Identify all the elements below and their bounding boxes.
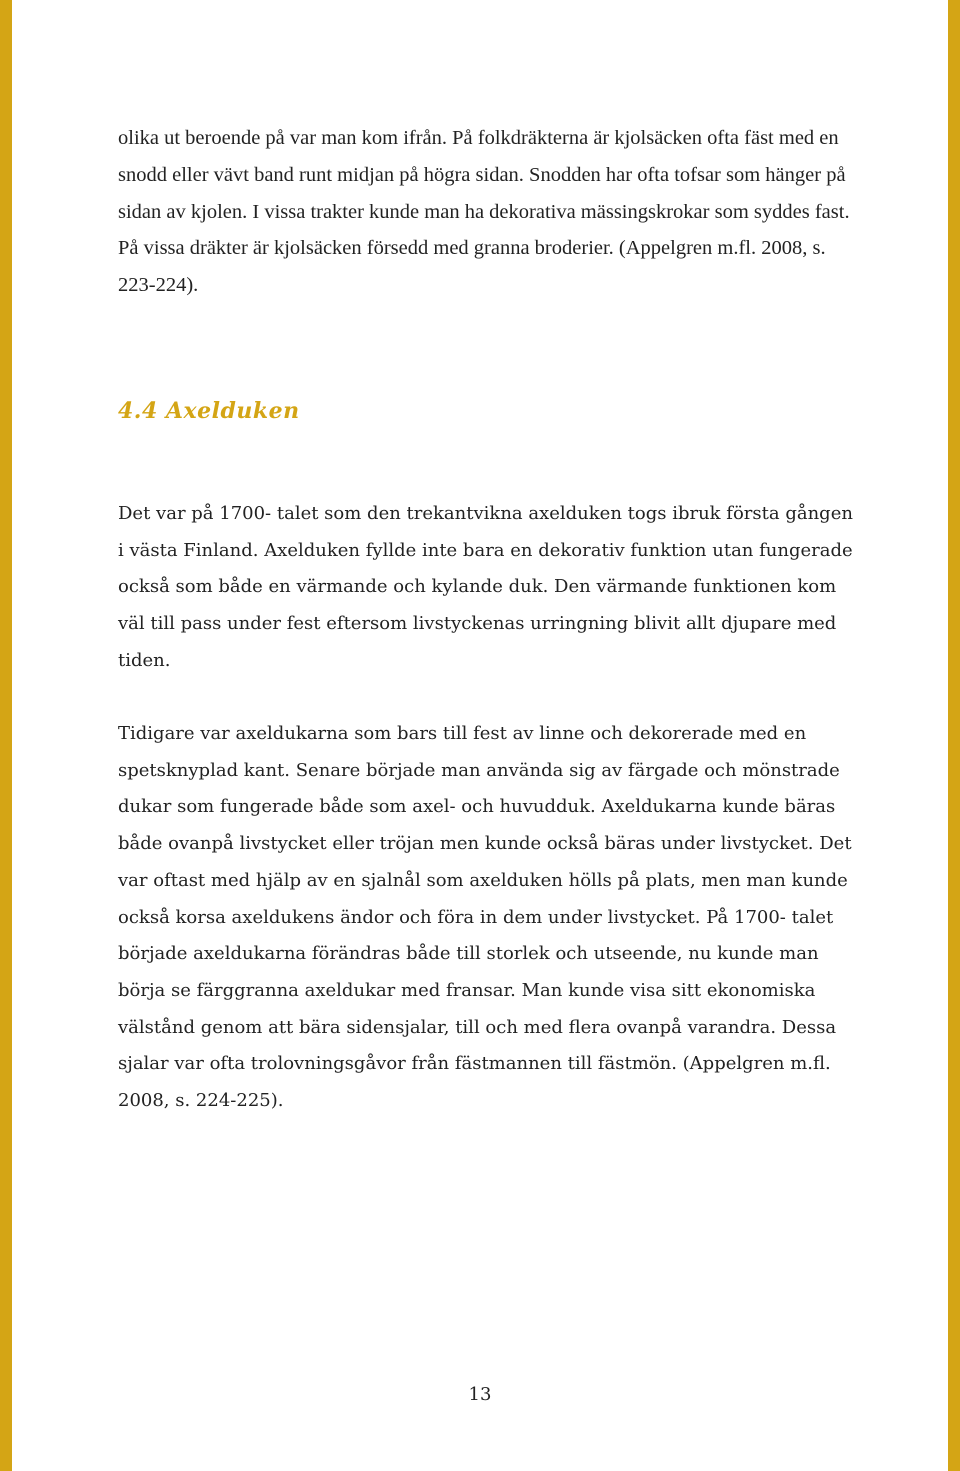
intro-paragraph: olika ut beroende på var man kom ifrån. På folkdräkterna är kjolsäcken ofta fäst med en snodd eller vävt band runt midjan på högra sidan. Snodden har ofta tofsar som hänger på sidan av kjolen. I vissa trakter kunde man ha dekorativa mässingskrokar som syddes fast. På vissa dräkter är kjolsäcken försedd med granna broderier. (Appelgren m.fl. 2008, s. 223-224).	[118, 127, 850, 297]
paragraph-2: Tidigare var axeldukarna som bars till fest av linne och dekorerade med en spetsknyplad kant. Senare började man använda sig av färgade och mönstrade dukar som fungerade både som axel- och huvudduk. Axeldukarna kunde bäras både ovanpå livstycket eller tröjan men kunde också bäras under livstycket. Det var oftast med hjälp av en sjalnål som axelduken hölls på plats, men man kunde också korsa axeldukens ändor och föra in dem under livstycket. På 1700- talet började axeldukarna förändras både till storlek och utseende, nu kunde man börja se färggranna axeldukar med fransar. Man kunde visa sitt ekonomiska välstånd genom att bära sidensjalar, till och med flera ovanpå varandra. Dessa sjalar var ofta trolovningsgåvor från fästmannen till fästmön. (Appelgren m.fl. 2008, s. 224-225).	[118, 723, 852, 1112]
paragraph-1-block	[118, 496, 853, 680]
paragraph-1: Det var på 1700- talet som den trekantvikna axelduken togs ibruk första gången i västa Finland. Axelduken fyllde inte bara en dekorativ funktion utan fungerade också som både en värmande och kylande duk. Den värmande funktionen kom väl till pass under fest eftersom livstyckenas urringning blivit allt djupare med tiden.	[118, 503, 853, 671]
right-gold-border	[948, 0, 960, 1471]
page-number: 13	[468, 1384, 492, 1405]
section-heading: 4.4 Axelduken	[118, 398, 300, 424]
paragraph-2-block	[118, 716, 853, 1120]
intro-text-block	[118, 120, 853, 304]
left-gold-border	[0, 0, 12, 1471]
